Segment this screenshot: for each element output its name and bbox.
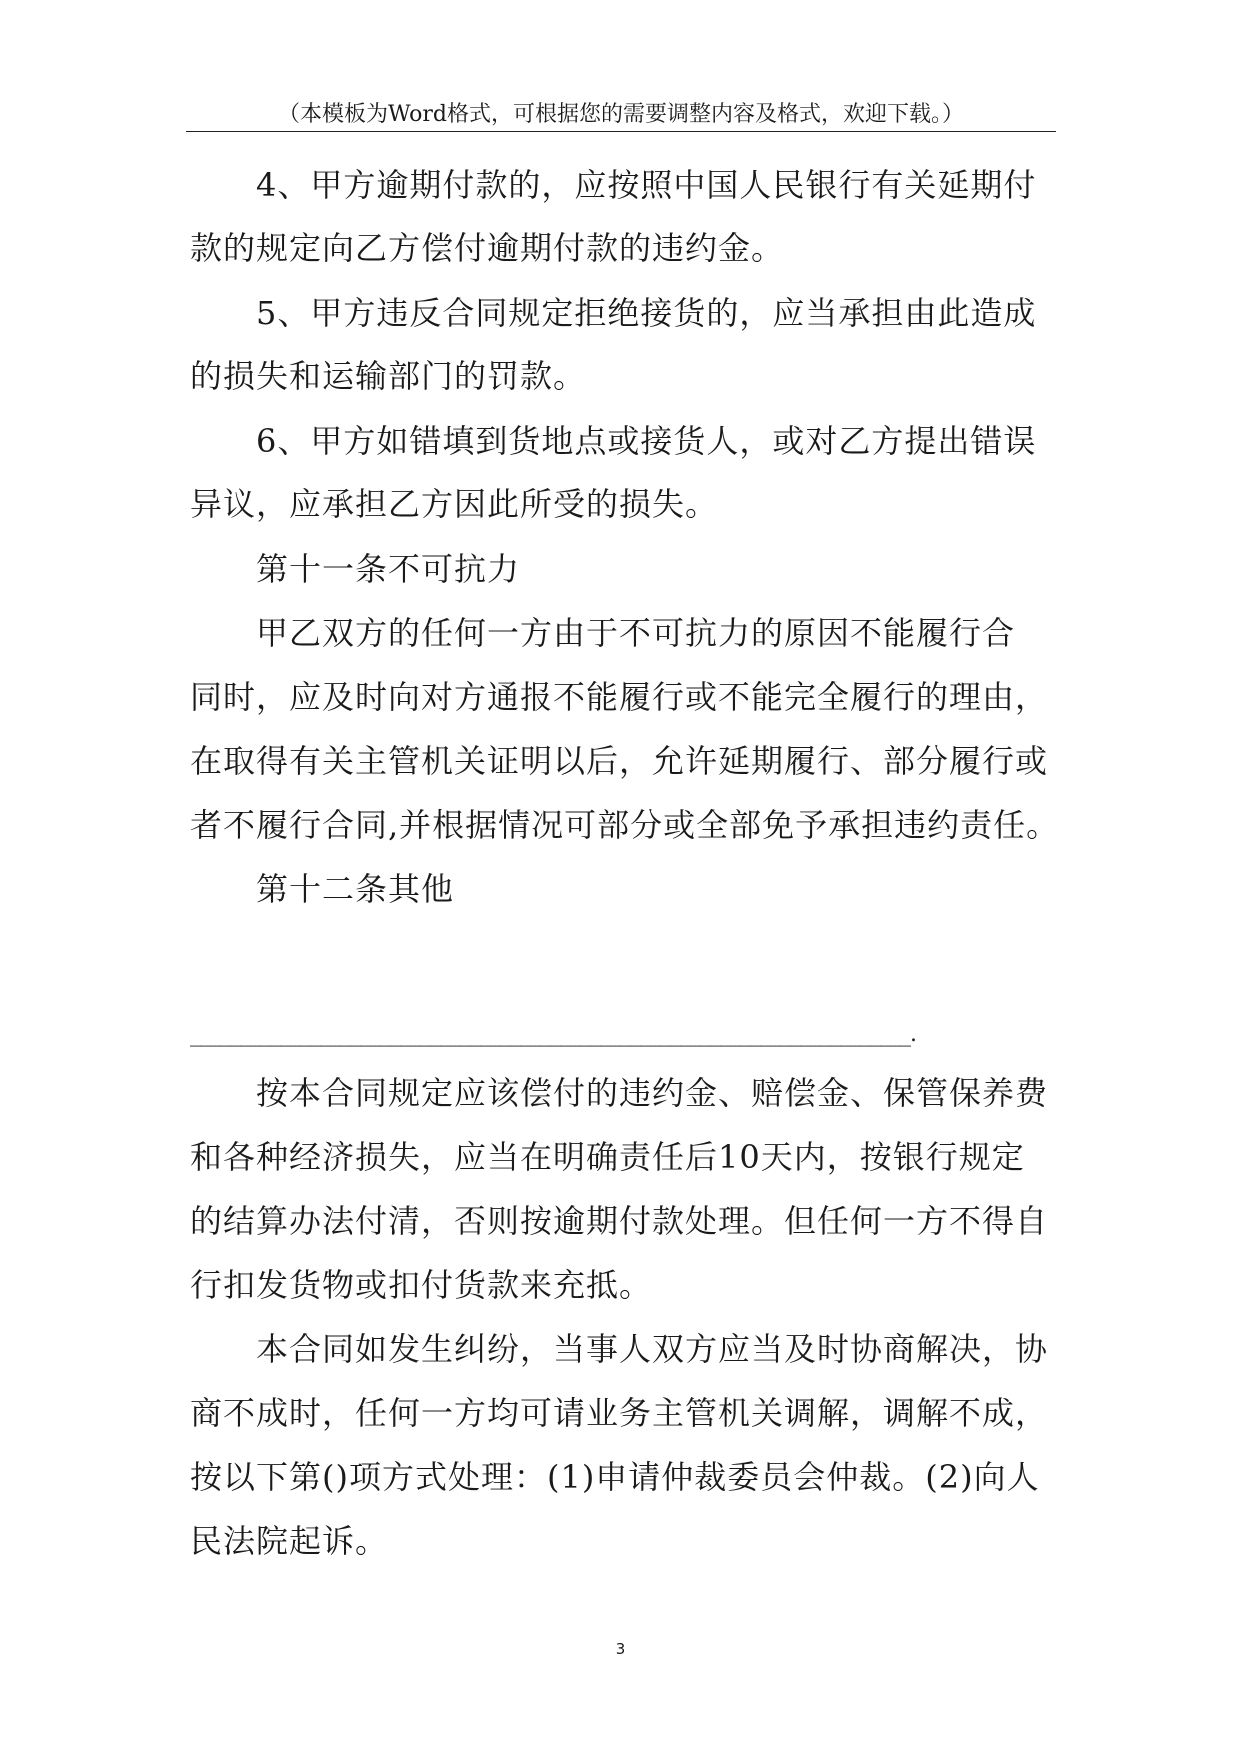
paragraph-line: 行扣发货物或扣付货款来充抵。 (190, 1266, 653, 1304)
paragraph-line: 的损失和运输部门的罚款。 (190, 357, 587, 395)
paragraph-line: 5、甲方违反合同规定拒绝接货的，应当承担由此造成 (256, 294, 1037, 332)
paragraph-line: 者不履行合同,并根据情况可部分或全部免予承担违约责任。 (190, 806, 1060, 844)
paragraph-line: 在取得有关主管机关证明以后，允许延期履行、部分履行或 (190, 742, 1049, 780)
paragraph-line: 按以下第()项方式处理：(1)申请仲裁委员会仲裁。(2)向人 (190, 1458, 1040, 1496)
paragraph-line: 商不成时，任何一方均可请业务主管机关调解，调解不成， (190, 1394, 1049, 1432)
paragraph-line: 本合同如发生纠纷，当事人双方应当及时协商解决，协 (256, 1330, 1049, 1368)
section-heading: 第十一条不可抗力 (256, 550, 521, 588)
paragraph-line: 的结算办法付清，否则按逾期付款处理。但任何一方不得自 (190, 1202, 1049, 1240)
paragraph-line: 和各种经济损失，应当在明确责任后10天内，按银行规定 (190, 1138, 1025, 1176)
paragraph-line: 民法院起诉。 (190, 1522, 389, 1560)
paragraph-line: 同时，应及时向对方通报不能履行或不能完全履行的理由， (190, 678, 1049, 716)
page-number: 3 (615, 1640, 626, 1658)
header-note: （本模板为Word格式，可根据您的需要调整内容及格式，欢迎下载。） (278, 102, 964, 127)
paragraph-line: 异议，应承担乙方因此所受的损失。 (190, 485, 719, 523)
blank-fill-line: ________________________________________________________________________. (190, 1022, 916, 1047)
paragraph-line: 款的规定向乙方偿付逾期付款的违约金。 (190, 229, 785, 267)
paragraph-line: 4、甲方逾期付款的，应按照中国人民银行有关延期付 (256, 166, 1037, 204)
paragraph-line: 按本合同规定应该偿付的违约金、赔偿金、保管保养费 (256, 1074, 1049, 1112)
paragraph-line: 6、甲方如错填到货地点或接货人，或对乙方提出错误 (256, 422, 1037, 460)
header-divider (186, 131, 1056, 132)
paragraph-line: 甲乙双方的任何一方由于不可抗力的原因不能履行合 (256, 614, 1016, 652)
section-heading: 第十二条其他 (256, 870, 455, 908)
